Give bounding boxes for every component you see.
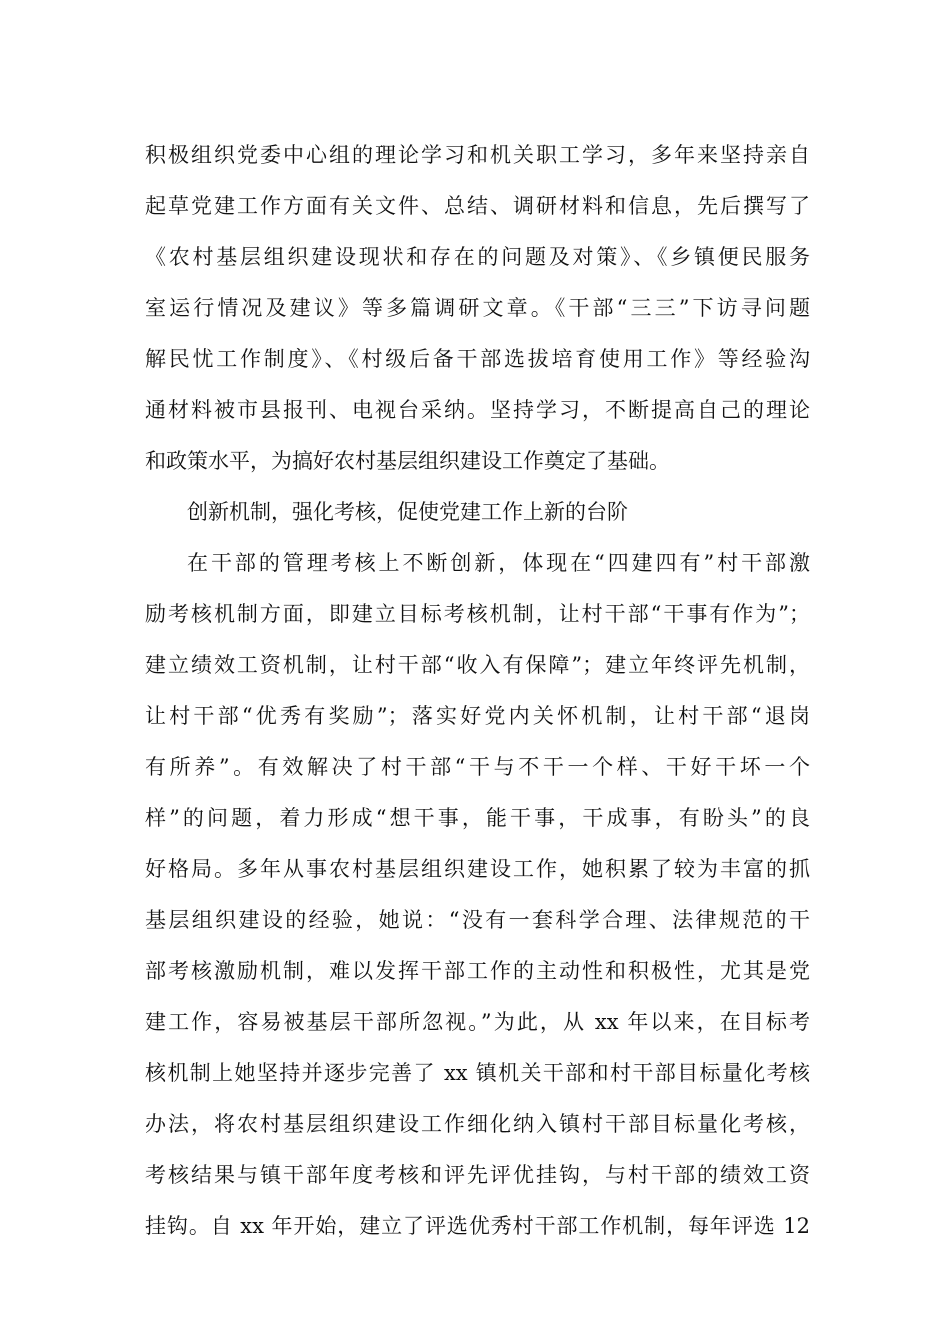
text-line: 通材料被市县报刊、电视台采纳。坚持学习，不断提高自己的理论 [145, 398, 810, 422]
text-line: 《农村基层组织建设现状和存在的问题及对策》、《乡镇便民服务 [145, 245, 810, 269]
text-line: 考核结果与镇干部年度考核和评先评优挂钩，与村干部的绩效工资 [145, 1163, 810, 1187]
text-line: 核机制上她坚持并逐步完善了 xx 镇机关干部和村干部目标量化考核 [145, 1061, 810, 1085]
text-line: 有所养”。有效解决了村干部“干与不干一个样、干好干坏一个 [145, 755, 810, 779]
text-line: 部考核激励机制，难以发挥干部工作的主动性和积极性，尤其是党 [145, 959, 810, 983]
document-body [145, 130, 810, 1252]
text-line: 建工作，容易被基层干部所忽视。”为此，从 xx 年以来，在目标考 [145, 1010, 810, 1034]
text-line: 解民忧工作制度》、《村级后备干部选拔培育使用工作》等经验沟 [145, 347, 810, 371]
text-line: 和政策水平，为搞好农村基层组织建设工作奠定了基础。 [145, 449, 670, 473]
section-heading: 创新机制，强化考核，促使党建工作上新的台阶 [187, 500, 628, 524]
text-line: 建立绩效工资机制，让村干部“收入有保障”；建立年终评先机制， [145, 653, 810, 677]
text-line: 样”的问题，着力形成“想干事，能干事，干成事，有盼头”的良 [145, 806, 810, 830]
text-line: 起草党建工作方面有关文件、总结、调研材料和信息，先后撰写了 [145, 194, 810, 218]
text-line: 让村干部“优秀有奖励”；落实好党内关怀机制，让村干部“退岗 [145, 704, 810, 728]
text-line: 挂钩。自 xx 年开始，建立了评选优秀村干部工作机制，每年评选 12 [145, 1214, 810, 1238]
text-line: 室运行情况及建议》等多篇调研文章。《干部“三三”下访寻问题 [145, 296, 810, 320]
text-line: 在干部的管理考核上不断创新，体现在“四建四有”村干部激 [187, 551, 810, 575]
text-line: 积极组织党委中心组的理论学习和机关职工学习，多年来坚持亲自 [145, 143, 810, 167]
text-line: 好格局。多年从事农村基层组织建设工作，她积累了较为丰富的抓 [145, 857, 810, 881]
text-line: 办法，将农村基层组织建设工作细化纳入镇村干部目标量化考核， [145, 1112, 810, 1136]
text-line: 基层组织建设的经验，她说：“没有一套科学合理、法律规范的干 [145, 908, 810, 932]
text-line: 励考核机制方面，即建立目标考核机制，让村干部“干事有作为”； [145, 602, 810, 626]
